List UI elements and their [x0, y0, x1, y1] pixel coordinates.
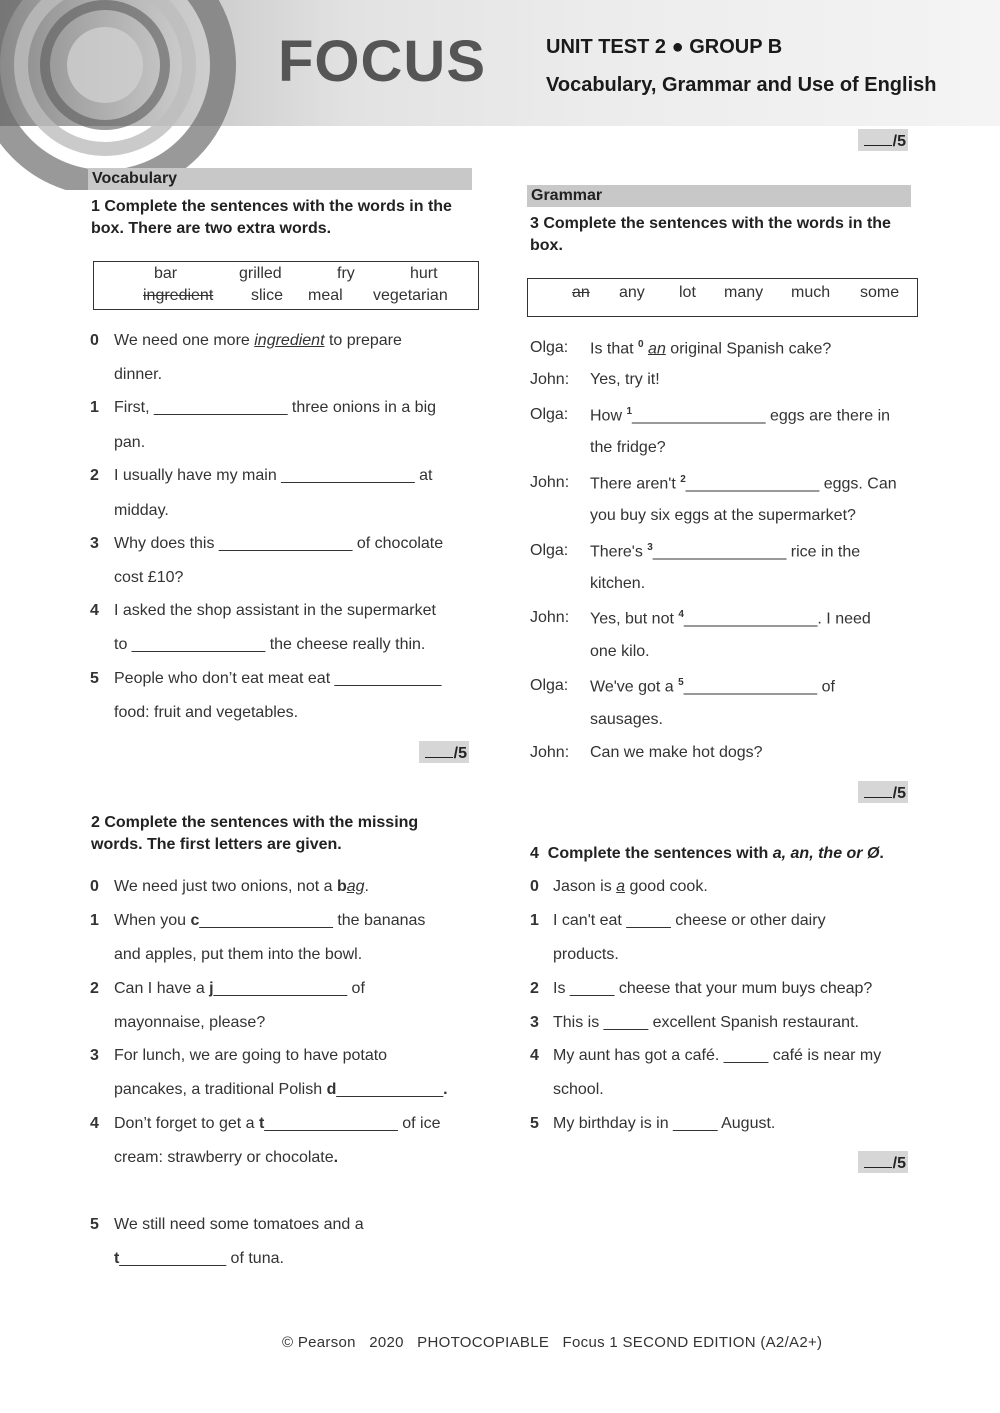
box-word: vegetarian — [373, 287, 448, 304]
box-word: hurt — [410, 265, 438, 282]
example-answer: ag — [346, 878, 365, 895]
example-answer: an — [648, 340, 666, 358]
example-answer: a — [616, 878, 626, 895]
ex3-word-box — [527, 278, 918, 317]
box-word: grilled — [239, 265, 282, 282]
ex4-instruction: 4 Complete the sentences with a, an, the or Ø. — [530, 845, 884, 862]
box-word-used: ingredient — [143, 287, 214, 304]
test-subtitle: Vocabulary, Grammar and Use of English — [546, 74, 937, 96]
ex2-instruction-line1: 2 Complete the sentences with the missing — [91, 814, 419, 831]
ex2-instruction-line2: words. The first letters are given. — [91, 836, 342, 853]
box-word: lot — [679, 284, 696, 301]
vocabulary-section-header: Vocabulary — [88, 168, 472, 190]
page-header — [0, 0, 1000, 126]
example-answer: ingredient — [254, 332, 325, 349]
grammar-section-header: Grammar — [527, 185, 911, 207]
copyright-footer: © Pearson 2020 PHOTOCOPIABLE Focus 1 SECOND EDITION (A2/A2+) — [282, 1334, 823, 1351]
score-box-ex4: /5 — [858, 1151, 908, 1173]
box-word: slice — [251, 287, 284, 304]
box-word: meal — [308, 287, 343, 304]
ex1-instruction-line1: 1 Complete the sentences with the words in the — [91, 198, 452, 215]
box-word-used: an — [572, 284, 590, 301]
test-title: UNIT TEST 2 ● GROUP B — [546, 36, 783, 58]
score-box-top: /5 — [858, 129, 908, 151]
score-box-ex3: /5 — [858, 781, 908, 803]
box-word: fry — [337, 265, 355, 282]
ex3-instruction-line2: box. — [530, 237, 563, 254]
box-word: many — [724, 284, 764, 301]
ex3-instruction-line1: 3 Complete the sentences with the words in the — [530, 215, 891, 232]
box-word: any — [619, 284, 645, 301]
ex1-instruction-line2: box. There are two extra words. — [91, 220, 332, 237]
score-box-ex1: /5 — [419, 741, 469, 763]
ex1-word-box — [93, 261, 479, 310]
focus-logo: FOCUS — [278, 29, 486, 94]
box-word: some — [860, 284, 900, 301]
box-word: much — [791, 284, 831, 301]
focus-rings-graphic — [0, 0, 240, 190]
box-word: bar — [154, 265, 178, 282]
